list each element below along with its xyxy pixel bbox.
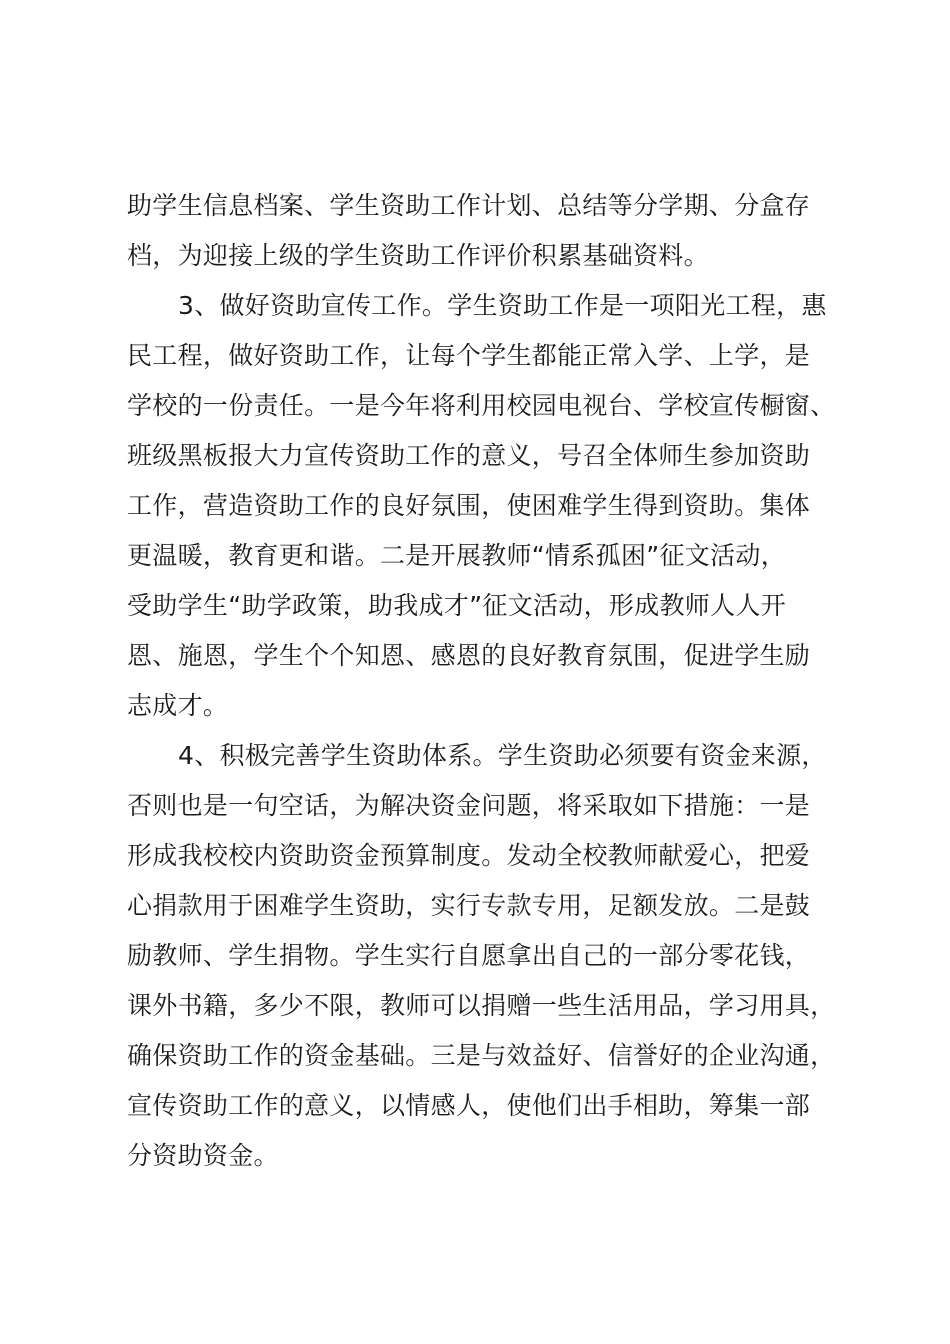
text-line: 心捐款用于困难学生资助，实行专款专用，足额发放。二是鼓 xyxy=(127,891,811,920)
text-line: 确保资助工作的资金基础。三是与效益好、信誉好的企业沟通， xyxy=(127,1041,836,1070)
text-line: 志成才。 xyxy=(127,691,229,720)
text-line: 民工程，做好资助工作，让每个学生都能正常入学、上学，是 xyxy=(127,341,811,370)
text-line: 励教师、学生捐物。学生实行自愿拿出自己的一部分零花钱， xyxy=(127,941,811,970)
text-line: 否则也是一句空话，为解决资金问题，将采取如下措施：一是 xyxy=(127,791,811,820)
text-line: 学校的一份责任。一是今年将利用校园电视台、学校宣传橱窗、 xyxy=(127,391,836,420)
text-line: 受助学生“助学政策，助我成才”征文活动，形成教师人人开 xyxy=(127,591,787,620)
text-line: 工作，营造资助工作的良好氛围，使困难学生得到资助。集体 xyxy=(127,491,811,520)
text-line: 恩、施恩，学生个个知恩、感恩的良好教育氛围，促进学生励 xyxy=(127,641,811,670)
text-line: 宣传资助工作的意义，以情感人，使他们出手相助，筹集一部 xyxy=(127,1091,811,1120)
paragraph-4-first-line: 4、积极完善学生资助体系。学生资助必须要有资金来源， xyxy=(178,741,827,770)
text-line: 课外书籍，多少不限，教师可以捐赠一些生活用品，学习用具， xyxy=(127,991,836,1020)
paragraph-3-first-line: 3、做好资助宣传工作。学生资助工作是一项阳光工程，惠 xyxy=(178,291,827,320)
text-line: 更温暖，教育更和谐。二是开展教师“情系孤困”征文活动， xyxy=(127,541,787,570)
text-line: 档，为迎接上级的学生资助工作评价积累基础资料。 xyxy=(127,241,709,270)
text-line: 分资助资金。 xyxy=(127,1141,279,1170)
text-line: 助学生信息档案、学生资助工作计划、总结等分学期、分盒存 xyxy=(127,191,811,220)
text-line: 形成我校校内资助资金预算制度。发动全校教师献爱心，把爱 xyxy=(127,841,811,870)
text-line: 班级黑板报大力宣传资助工作的意义，号召全体师生参加资助 xyxy=(127,441,811,470)
